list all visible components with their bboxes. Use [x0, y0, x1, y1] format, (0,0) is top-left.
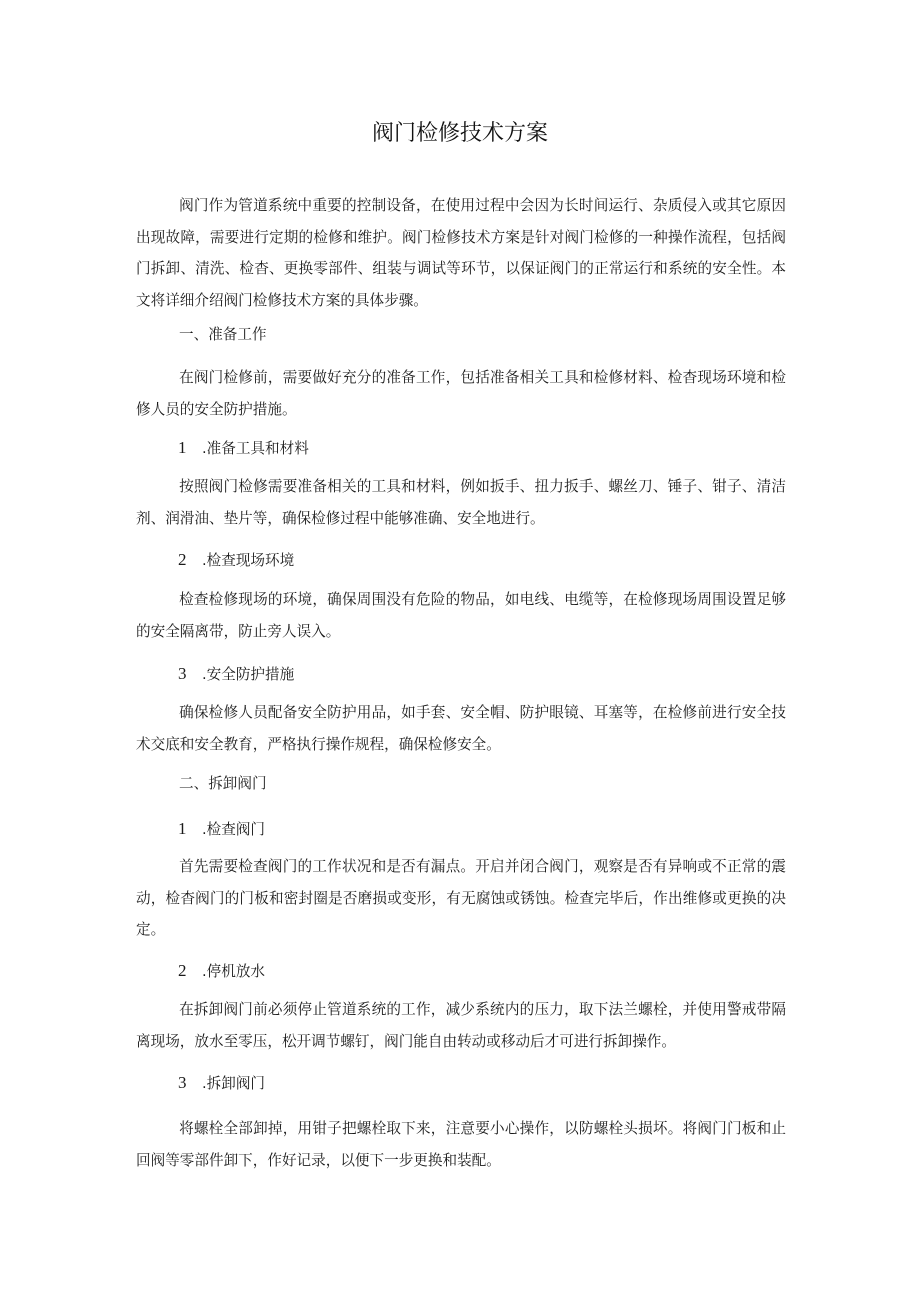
item-number: 1 [178, 438, 187, 457]
section-2-item-1-body: 首先需要检查阀门的工作状况和是否有漏点。开启并闭合阀门，观察是否有异响或不正常的震动，检杳阀门的门板和密封圈是否磨损或变形，有无腐蚀或锈蚀。检查完毕后，作出维修或更换的决定。 [136, 858, 786, 938]
item-title: .停机放水 [202, 963, 266, 980]
item-number: 3 [178, 664, 187, 683]
section-2-item-1-heading [178, 817, 265, 842]
section-2-item-2-body: 在拆卸阀门前必须停止管道系统的工作，减少系统内的压力，取下法兰螺栓，并使用警戒带隔离现场，放水至零压，松开调节螺钉，阀门能自由转动或移动后才可进行拆卸操作。 [136, 1001, 786, 1050]
item-number: 2 [178, 961, 187, 980]
section-2-item-3-body: 将螺栓全部卸掉，用钳子把螺栓取下来，注意要小心操作，以防螺栓头损坏。将阀门门板和止回阀等零部件卸下，作好记录，以便下一步更换和装配。 [136, 1120, 786, 1169]
section-1-item-2-body: 检查检修现场的环境，确保周围没有危险的物品，如电线、电缆等，在检修现场周围设置足够的安全隔离带，防止旁人误入。 [136, 591, 786, 640]
document-title: 阀门检修技术方案 [371, 121, 548, 146]
item-number: 1 [178, 819, 187, 838]
section-1-item-3-heading [178, 662, 294, 687]
section-1-item-2-heading [178, 548, 294, 573]
item-title: .检查现场环境 [202, 552, 295, 569]
section-2-heading: 二、拆卸阀门 [179, 775, 267, 792]
section-1-item-1-body: 按照阀门检修需要准备相关的工具和材料，例如扳手、扭力扳手、螺丝刀、锤子、钳子、清洁剂、润滑油、垫片等，确保检修过程中能够准确、安全地进行。 [136, 478, 786, 527]
section-1-item-3-body: 确保检修人员配备安全防护用品，如手套、安全帽、防护眼镜、耳塞等，在检修前进行安全技术交底和安全教育，严格执行操作规程，确保检修安全。 [136, 704, 786, 753]
item-title: .准备工具和材料 [202, 440, 309, 457]
item-title: .拆卸阀门 [202, 1075, 266, 1092]
section-2-item-2-heading [178, 959, 265, 984]
item-title: .检查阀门 [202, 821, 266, 838]
section-1-intro: 在阀门检修前，需要做好充分的准备工作，包括准备相关工具和检修材料、检杳现场环境和检修人员的安全防护措施。 [136, 369, 786, 418]
intro-paragraph: 阀门作为管道系统中重要的控制设备，在使用过程中会因为长时间运行、杂质侵入或其它原因出现故障，需要进行定期的检修和维护。阀门检修技术方案是针对阀门检修的一种操作流程，包括阀门拆卸、清洗、检杳、更换零部件、组装与调试等环节，以保证阀门的正常运行和系统的安全性。本文将详细介绍阀门检修技术方案的具体步骤。 [136, 197, 786, 309]
section-1-heading: 一、准备工作 [179, 326, 267, 343]
item-number: 3 [178, 1073, 187, 1092]
item-title: .安全防护措施 [202, 666, 295, 683]
section-2-item-3-heading [178, 1071, 265, 1096]
section-1-item-1-heading [178, 436, 309, 461]
item-number: 2 [178, 550, 187, 569]
